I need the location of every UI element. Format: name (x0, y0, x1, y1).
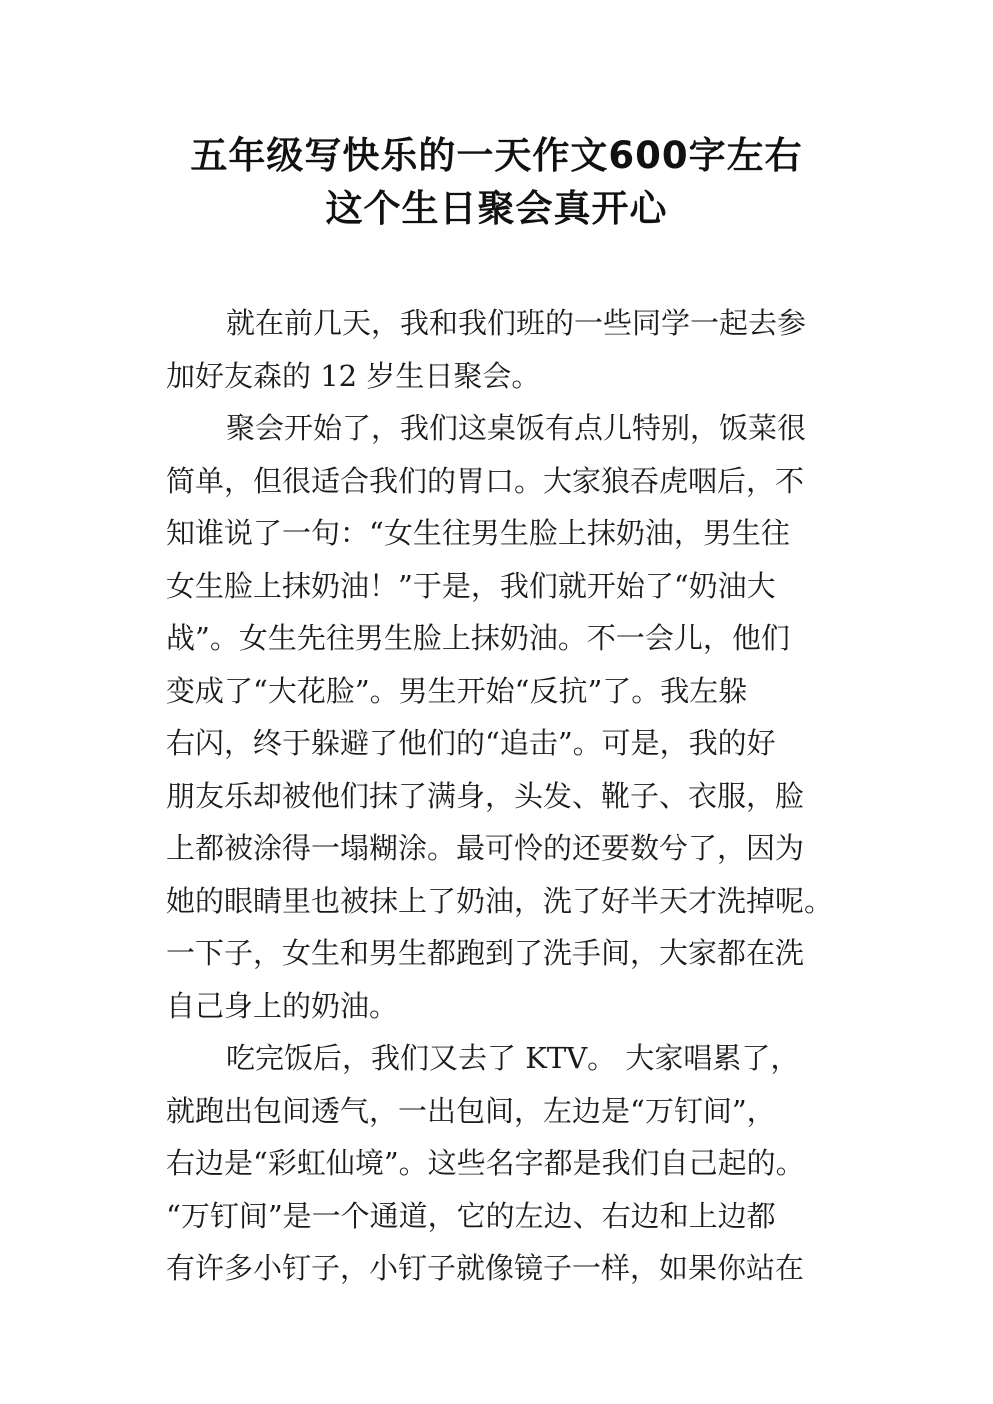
paragraph-3-line-1: 吃完饭后，我们又去了 KTV。 大家唱累了， (226, 1041, 800, 1075)
paragraph-2-line-8: 朋友乐却被他们抹了满身，头发、靴子、衣服，脸 (166, 778, 805, 813)
paragraph-2-line-7: 右闪，终于躲避了他们的“追击”。可是，我的好 (166, 726, 776, 760)
document-title-line-2: 这个生日聚会真开心 (325, 187, 668, 230)
paragraph-2-line-5: 战”。女生先往男生脸上抹奶油。不一会儿，他们 (166, 621, 790, 655)
paragraph-2-line-11: 一下子，女生和男生都跑到了洗手间，大家都在洗 (166, 936, 805, 970)
paragraph-2-line-4: 女生脸上抹奶油！”于是，我们就开始了“奶油大 (166, 568, 776, 603)
paragraph-3-line-3: 右边是“彩虹仙境”。这些名字都是我们自己起的。 (166, 1146, 805, 1180)
paragraph-2-line-10: 她的眼睛里也被抹上了奶油，洗了好半天才洗掉呢。 (166, 883, 834, 918)
paragraph-3-line-4: “万钉间”是一个通道，它的左边、右边和上边都 (166, 1198, 776, 1233)
paragraph-1-line-2: 加好友森的 12 岁生日聚会。 (166, 358, 541, 393)
document-title-line-1: 五年级写快乐的一天作文600字左右 (190, 134, 803, 177)
paragraph-3-line-2: 就跑出包间透气，一出包间，左边是“万钉间”， (166, 1093, 776, 1128)
paragraph-2-line-12: 自己身上的奶油。 (166, 988, 399, 1023)
paragraph-2-line-2: 简单，但很适合我们的胃口。大家狼吞虎咽后，不 (166, 463, 805, 498)
paragraph-1-line-1: 就在前几天，我和我们班的一些同学一起去参 (226, 306, 807, 340)
paragraph-2-line-9: 上都被涂得一塌糊涂。最可怜的还要数兮了，因为 (166, 831, 805, 865)
paragraph-2-line-6: 变成了“大花脸”。男生开始“反抗”了。我左躲 (166, 673, 748, 708)
document-body (166, 297, 856, 1295)
paragraph-2-line-3: 知谁说了一句：“女生往男生脸上抹奶油，男生往 (166, 516, 790, 550)
paragraph-3-line-5: 有许多小钉子，小钉子就像镜子一样，如果你站在 (166, 1251, 805, 1285)
paragraph-2-line-1: 聚会开始了，我们这桌饭有点儿特别，饭菜很 (226, 411, 807, 445)
